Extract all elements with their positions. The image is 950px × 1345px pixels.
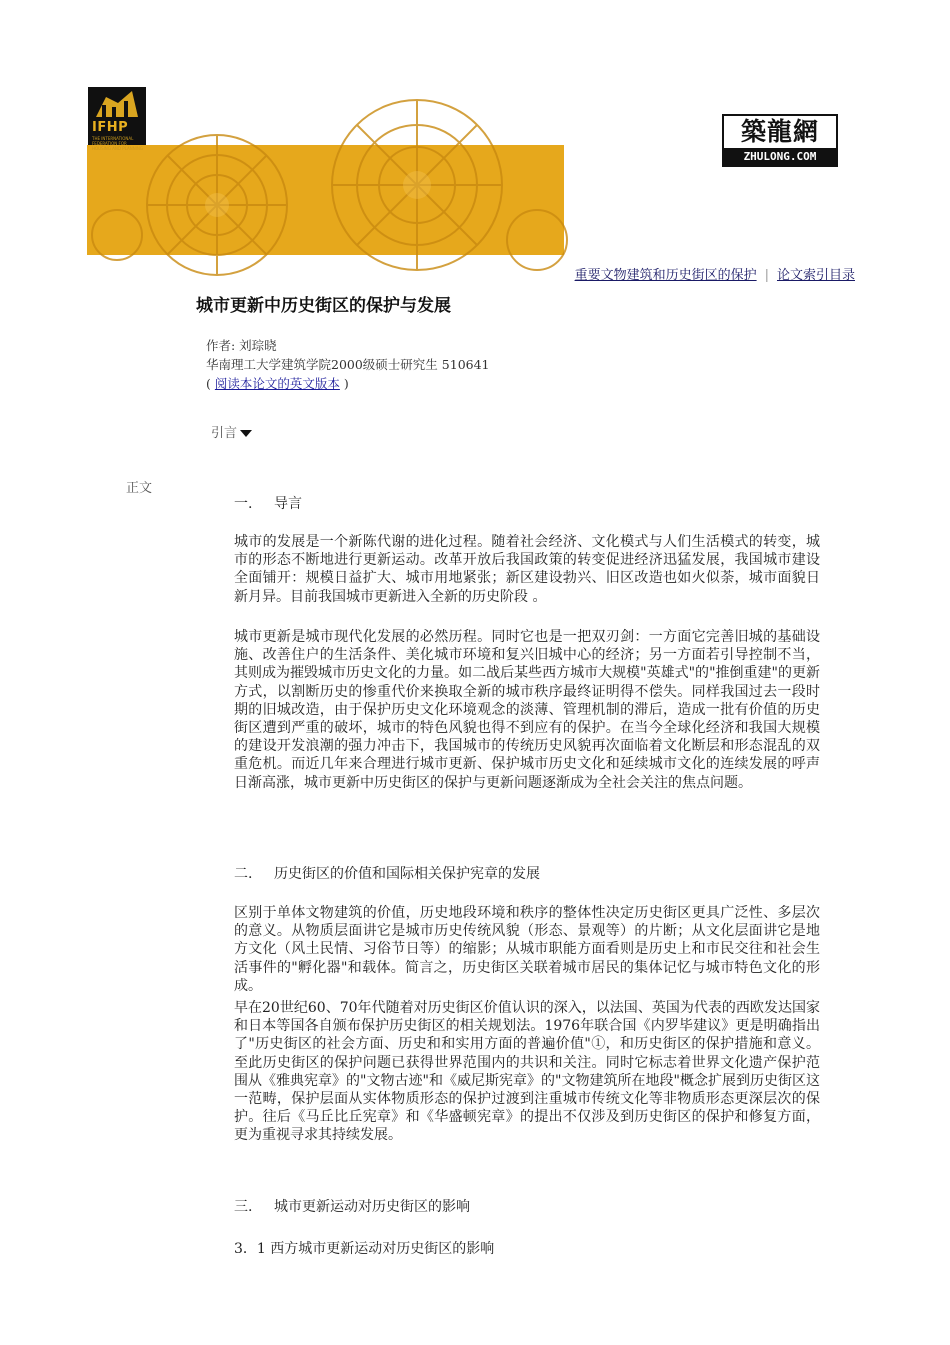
section-heading-1 (234, 493, 302, 513)
section-title: 城市更新运动对历史街区的影响 (274, 1199, 470, 1215)
section-number: 一. (234, 496, 253, 512)
body-side-label: 正文 (126, 481, 153, 496)
section-title: 导言 (274, 496, 302, 512)
article-affiliation: 华南理工大学建筑学院2000级硕士研究生 510641 (206, 357, 490, 372)
english-version-link[interactable]: 阅读本论文的英文版本 (214, 376, 340, 391)
ifhp-logo[interactable] (88, 87, 146, 151)
intro-toggle-label: 引言 (211, 426, 238, 441)
building-icon (88, 87, 146, 121)
intro-toggle[interactable] (211, 422, 252, 441)
ifhp-logo-text: IFHP (92, 120, 129, 135)
section-2-paragraph-2: 早在20世纪60、70年代随着对历史街区价值认识的深入，以法国、英国为代表的西欧发达国家和日本等国各自颁布保护历史街区的相关规划法。1976年联合国《内罗毕建议》更是明确指出了"历史街区的社会方面、历史和和实用方面的普遍价值"①，和历史街区的保护措施和意义。至此历史街区的保护问题已获得世界范围内的共识和关注。同时它标志着世界文化遗产保护范围从《雅典宪章》的"文物古迹"和《威尼斯宪章》的"文物建筑所在地段"概念扩展到历史街区这一范畴，保护层面从实体物质形态的保护过渡到注重城市传统文化等非物质形态更深层次的保护。往后《马丘比丘宪章》和《华盛顿宪章》的提出不仅涉及到历史街区的保护和修复方面，更为重视寻求其持续发展。 (234, 1000, 820, 1144)
banner-clock-pattern (87, 145, 564, 255)
section-1-paragraph-2: 城市更新是城市现代化发展的必然历程。同时它也是一把双刃剑：一方面它完善旧城的基础设施、改善住户的生活条件、美化城市环境和复兴旧城中心的经济；另一方面若引导控制不当，其则成为摧毁城市历史文化的力量。如二战后某些西方城市大规模"英雄式"的"推倒重建"的更新方式，以割断历史的惨重代价来换取全新的城市秩序最终证明得不偿失。同样我国过去一段时期的旧城改造，由于保护历史文化环境观念的淡薄、管理机制的滞后，造成一批有价值的历史街区遭到严重的破坏，城市的特色风貌也得不到应有的保护。在当今全球化经济和我国大规模的建设开发浪潮的强力冲击下，我国城市的传统历史风貌再次面临着文化断层和形态混乱的双重危机。而近几年来合理进行城市更新、保护城市历史文化和延续城市文化的连续发展的呼声日渐高涨，城市更新中历史街区的保护与更新问题逐渐成为全社会关注的焦点问题。 (234, 629, 820, 791)
section-title: 历史街区的价值和国际相关保护宪章的发展 (274, 866, 540, 882)
zhulong-logo-cn: 築龍網 (740, 117, 819, 146)
header-banner-image (87, 145, 564, 255)
nav-link-heritage-protection[interactable]: 重要文物建筑和历史街区的保护 (574, 268, 757, 283)
english-version-open-paren: ( (206, 376, 211, 391)
article-title: 城市更新中历史街区的保护与发展 (196, 296, 451, 316)
subsection-heading-3-1: 3．1 西方城市更新运动对历史街区的影响 (234, 1241, 495, 1257)
english-version-close-paren: ) (343, 376, 349, 391)
section-number: 二. (234, 866, 253, 882)
english-version-line (206, 374, 349, 392)
top-nav (575, 264, 855, 283)
section-number: 三. (234, 1199, 253, 1215)
caret-down-icon (240, 430, 252, 437)
zhulong-logo[interactable] (722, 114, 838, 167)
nav-link-paper-index[interactable]: 论文索引目录 (776, 268, 855, 283)
section-2-paragraph-1: 区别于单体文物建筑的价值，历史地段环境和秩序的整体性决定历史街区更具广泛性、多层次的意义。从物质层面讲它是城市历史传统风貌（形态、景观等）的片断；从文化层面讲它是地方文化（风土民情、习俗节日等）的缩影；从城市职能方面看则是历史上和市民交往和社会生活事件的"孵化器"和载体。简言之，历史街区关联着城市居民的集体记忆与城市特色文化的形成。 (234, 905, 820, 994)
section-heading-2 (234, 863, 540, 883)
nav-separator: | (764, 268, 769, 283)
ifhp-logo-subtext: THE INTERNATIONAL FEDERATION FOR HOUSING AND PLANNING (92, 136, 143, 151)
section-1-paragraph-1: 城市的发展是一个新陈代谢的进化过程。随着社会经济、文化模式与人们生活模式的转变，城市的形态不断地进行更新运动。改革开放后我国政策的转变促进经济迅猛发展，我国城市建设全面铺开：规模日益扩大、城市用地紧张；新区建设勃兴、旧区改造也如火似荼，城市面貌日新月异。目前我国城市更新进入全新的历史阶段 。 (234, 534, 820, 605)
article-author: 作者: 刘琮晓 (206, 338, 277, 353)
zhulong-logo-en: ZHULONG.COM (724, 148, 836, 165)
section-heading-3 (234, 1196, 470, 1216)
